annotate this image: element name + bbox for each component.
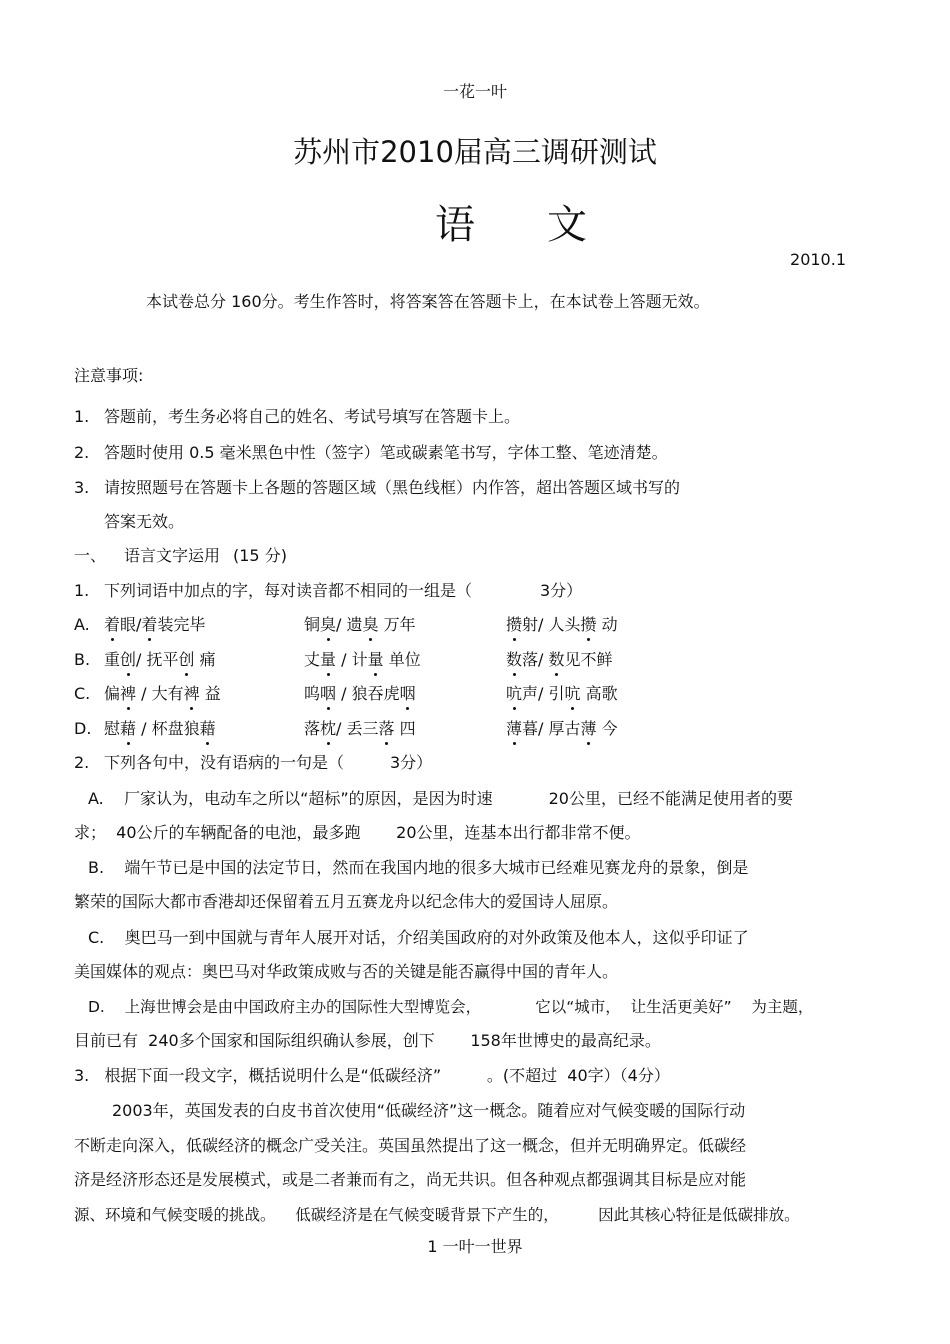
q1-option-a-pair2: 铜臭/ 遗臭 万年: [304, 615, 416, 634]
q3-stem: 3. 根据下面一段文字，概括说明什么是“低碳经济” 。(不超过 40字）（4分）: [74, 1066, 670, 1085]
q2-option-b-line2: 繁荣的国际大都市香港却还保留着五月五赛龙舟以纪念伟大的爱国诗人屈原。: [74, 892, 619, 911]
exam-intro: 本试卷总分 160分。考生作答时，将答案答在答题卡上，在本试卷上答题无效。: [146, 292, 710, 311]
note-2: 答题时使用 0.5 毫米黑色中性（签字）笔或碳素笔书写，字体工整、笔迹清楚。: [104, 443, 668, 462]
q3-passage-line2: 不断走向深入，低碳经济的概念广受关注。英国虽然提出了这一概念，但并无明确界定。低碳经: [74, 1136, 747, 1155]
note-3-continued: 答案无效。: [104, 512, 185, 531]
q2-option-d-line2: 目前已有 240多个国家和国际组织确认参展，创下 158年世博史的最高纪录。: [74, 1031, 661, 1050]
note-1: 答题前，考生务必将自己的姓名、考试号填写在答题卡上。: [104, 407, 521, 426]
q1-option-b-pair1: 重创/ 抚平创 痛: [104, 650, 216, 669]
q2-option-b-line1: B. 端午节已是中国的法定节日，然而在我国内地的很多大城市已经难见赛龙舟的景象，倒是: [88, 858, 749, 877]
q1-option-c-pair3: 吭声/ 引吭 高歌: [506, 684, 618, 703]
q1-stem: 下列词语中加点的字，每对读音都不相同的一组是（: [104, 581, 473, 600]
q1-option-c-pair2: 呜咽 / 狼吞虎咽: [304, 684, 416, 703]
section1-num: 一、: [74, 546, 107, 565]
note-3-num: 3.: [74, 478, 90, 497]
q1-num: 1.: [74, 581, 90, 600]
q2-option-a-line1: A. 厂家认为，电动车之所以“超标”的原因，是因为时速 20公里，已经不能满足使用者的要: [88, 789, 793, 808]
header-motto: 一花一叶: [442, 82, 507, 101]
q1-option-a-pair3: 攒射/ 人头攒 动: [506, 615, 618, 634]
note-1-num: 1.: [74, 407, 90, 426]
q2-stem: 下列各句中，没有语病的一句是（: [104, 753, 345, 772]
q1-option-letter: A.: [74, 615, 90, 634]
q3-passage-line4: 源、环境和气候变暖的挑战。 低碳经济是在气候变暖背景下产生的， 因此其核心特征是低碳排放。: [74, 1206, 800, 1224]
q2-num: 2.: [74, 753, 90, 772]
q2-option-d-line1: D. 上海世博会是由中国政府主办的国际性大型博览会， 它以“城市， 让生活更美好” 为主题，: [88, 998, 814, 1016]
q1-option-letter: C.: [74, 684, 91, 703]
q3-passage-line1: 2003年，英国发表的白皮书首次使用“低碳经济”这一概念。随着应对气候变暖的国际行动: [112, 1101, 746, 1120]
q2-option-c-line2: 美国媒体的观点：奥巴马对华政策成败与否的关键是能否赢得中国的青年人。: [74, 962, 619, 981]
page-footer: 1 一叶一世界: [427, 1237, 523, 1256]
q1-option-a-pair1: 着眼/着装完毕: [104, 615, 206, 634]
q2-option-a-line2: 求； 40公斤的车辆配备的电池，最多跑 20公里，连基本出行都非常不便。: [74, 823, 641, 842]
q1-option-b-pair3: 数落/ 数见不鲜: [506, 650, 613, 669]
q1-option-d-pair2: 落枕/ 丢三落 四: [304, 719, 416, 738]
q1-option-d-pair3: 薄暮/ 厚古薄 今: [506, 719, 618, 738]
exam-date: 2010.1: [790, 250, 846, 269]
q2-score: 3分）: [390, 753, 433, 772]
section1-score: (15 分): [233, 546, 287, 565]
subject-title: 语文: [435, 202, 659, 248]
note-3: 请按照题号在答题卡上各题的答题区域（黑色线框）内作答，超出答题区域书写的: [104, 478, 681, 497]
q1-option-d-pair1: 慰藉 / 杯盘狼藉: [104, 719, 216, 738]
q1-option-c-pair1: 偏裨 / 大有裨 益: [104, 684, 221, 703]
q1-option-b-pair2: 丈量 / 计量 单位: [304, 650, 421, 669]
q2-option-c-line1: C. 奥巴马一到中国就与青年人展开对话，介绍美国政府的对外政策及他本人，这似乎印证了: [88, 928, 749, 947]
q1-score: 3分）: [540, 581, 583, 600]
notes-heading: 注意事项:: [74, 366, 144, 385]
q3-passage-line3: 济是经济形态还是发展模式，或是二者兼而有之，尚无共识。但各种观点都强调其目标是应对能: [74, 1170, 747, 1189]
q1-option-letter: B.: [74, 650, 91, 669]
note-2-num: 2.: [74, 443, 90, 462]
exam-title: 苏州市2010届高三调研测试: [293, 135, 657, 169]
section1-title: 语言文字运用: [124, 546, 221, 565]
q1-option-letter: D.: [74, 719, 92, 738]
